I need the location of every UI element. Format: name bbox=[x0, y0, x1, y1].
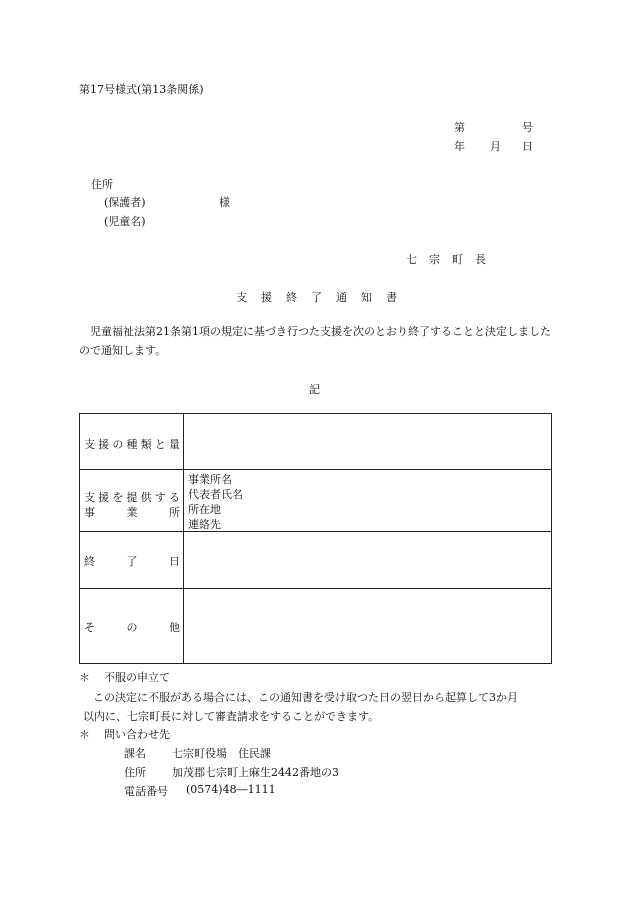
day-label: 日 bbox=[522, 140, 533, 153]
details-table bbox=[79, 413, 552, 664]
guardian-label: (保護者) bbox=[104, 196, 146, 209]
location-field: 所在地 bbox=[188, 503, 221, 516]
table-row-provider bbox=[80, 470, 551, 532]
contact-mark: ＊ bbox=[79, 728, 90, 741]
contact-address-value: 加茂郡七宗町上麻生2442番地の3 bbox=[172, 766, 339, 779]
contact-phone-value: (0574)48―1111 bbox=[186, 783, 276, 796]
body-text: 児童福祉法第21条第1項の規定に基づき行つた支援を次のとおり終了することと決定しましたので通知します。 bbox=[79, 325, 551, 357]
label-provider-line2: 事 業 所 bbox=[84, 506, 180, 519]
table-row-support-type bbox=[80, 414, 551, 470]
objection-mark: ＊ bbox=[79, 671, 90, 684]
label-cell bbox=[80, 532, 184, 588]
label-support-type: 支 援 の 種 類 と 量 bbox=[84, 438, 180, 451]
child-name-label: (児童名) bbox=[104, 215, 146, 228]
document-title: 支援終了通知書 bbox=[236, 291, 411, 304]
issuer: 七宗町長 bbox=[406, 253, 498, 266]
objection-title: 不服の申立て bbox=[104, 671, 170, 684]
table-row-end-date bbox=[80, 532, 551, 589]
label-other: そ の 他 bbox=[84, 621, 180, 634]
contact-dept-value: 七宗町役場 住民課 bbox=[172, 747, 271, 760]
objection-line-1: この決定に不服がある場合には、この通知書を受け取つた日の翌日から起算して3か月 bbox=[93, 691, 518, 704]
contact-phone-key: 電話番号 bbox=[124, 785, 168, 798]
ki-mark: 記 bbox=[309, 383, 320, 396]
honorific: 様 bbox=[219, 196, 230, 209]
contact-address-key: 住所 bbox=[124, 766, 146, 779]
number-suffix: 号 bbox=[522, 121, 533, 134]
table-row-other bbox=[80, 589, 551, 663]
contact-dept-key: 課名 bbox=[124, 747, 146, 760]
representative-field: 代表者氏名 bbox=[188, 488, 243, 501]
label-cell bbox=[80, 414, 184, 469]
month-label: 月 bbox=[490, 140, 501, 153]
provider-name-field: 事業所名 bbox=[188, 473, 232, 486]
label-provider-line1: 支 援 を 提 供 す る bbox=[84, 491, 180, 504]
provider-fields bbox=[188, 472, 243, 532]
objection-text bbox=[79, 688, 554, 726]
label-end-date: 終 了 日 bbox=[84, 555, 180, 568]
label-cell bbox=[80, 589, 184, 663]
number-prefix: 第 bbox=[454, 121, 465, 134]
contact-field: 連絡先 bbox=[188, 518, 221, 531]
label-cell bbox=[80, 470, 184, 531]
objection-line-2: 以内に、七宗町長に対して審査請求をすることができます。 bbox=[83, 710, 380, 723]
contact-title: 問い合わせ先 bbox=[104, 728, 170, 741]
address-label: 住所 bbox=[91, 178, 113, 191]
year-label: 年 bbox=[454, 140, 465, 153]
form-number: 第17号様式(第13条関係) bbox=[79, 83, 204, 96]
